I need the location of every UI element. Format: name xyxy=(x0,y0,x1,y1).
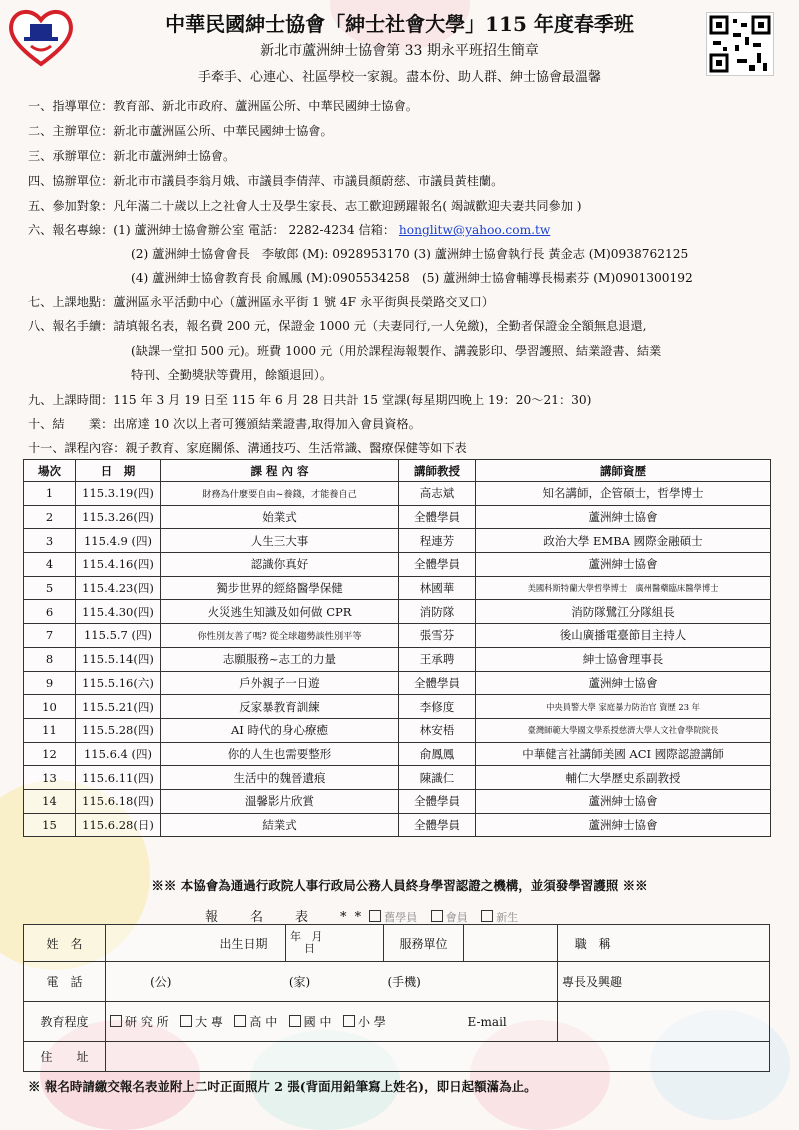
edu-graduate: 研 究 所 xyxy=(125,1015,169,1029)
cell-credentials: 紳士協會理事長 xyxy=(476,647,771,671)
cell-session: 1 xyxy=(24,482,76,506)
cell-content: AI 時代的身心療癒 xyxy=(161,718,399,742)
cell-date: 115.4.30(四) xyxy=(76,600,161,624)
cell-credentials: 消防隊鷺江分隊組長 xyxy=(476,600,771,624)
cell-credentials: 蘆洲紳士協會 xyxy=(476,789,771,813)
birth-field[interactable] xyxy=(286,925,384,962)
header-credentials: 講師資歷 xyxy=(476,460,771,482)
cell-session: 11 xyxy=(24,718,76,742)
edu-junior-high: 國 中 xyxy=(303,1015,332,1029)
table-row xyxy=(24,553,771,577)
cell-lecturer: 全體學員 xyxy=(399,813,476,837)
table-row xyxy=(24,766,771,790)
checkbox-elementary[interactable] xyxy=(343,1015,355,1027)
slogan: 手牽手、心連心、社區學校一家親。盡本份、助人群、紳士協會最溫馨 xyxy=(197,70,601,85)
table-row xyxy=(24,576,771,600)
cell-lecturer: 李修度 xyxy=(399,695,476,719)
info-location: 七、上課地點：蘆洲區永平活動中心（蘆洲區永平街 1 號 4F 永平街與長榮路交叉口） xyxy=(28,295,495,309)
checkbox-new-student[interactable] xyxy=(481,910,493,922)
cell-lecturer: 張雪芬 xyxy=(399,624,476,648)
checkbox-old-student[interactable] xyxy=(369,910,381,922)
cell-session: 4 xyxy=(24,553,76,577)
address-field[interactable] xyxy=(106,1042,770,1072)
cell-credentials: 後山廣播電臺節目主持人 xyxy=(476,624,771,648)
label-address: 住 址 xyxy=(24,1042,106,1072)
cell-session: 7 xyxy=(24,624,76,648)
info-procedure-2: (缺課一堂扣 500 元)。班費 1000 元（用於課程海報製作、講義影印、學習護照、結業證書、結業 xyxy=(131,344,662,358)
info-courses: 十一、課程內容：親子教育、家庭關係、溝通技巧、生活常識、醫療保健等如下表 xyxy=(28,441,467,455)
cell-session: 9 xyxy=(24,671,76,695)
cell-content: 戶外親子一日遊 xyxy=(161,671,399,695)
cell-lecturer: 俞鳳鳳 xyxy=(399,742,476,766)
form-heading xyxy=(205,906,518,925)
contact-education: (4) 蘆洲紳士協會教育長 俞鳳鳳 (M):0905534258 (5) 蘆洲紳士協會輔導長楊素芬 (M)0901300192 xyxy=(131,271,693,285)
cell-credentials: 蘆洲紳士協會 xyxy=(476,671,771,695)
cell-date: 115.5.21(四) xyxy=(76,695,161,719)
cell-content: 你的人生也需要整形 xyxy=(161,742,399,766)
label-phone: 電 話 xyxy=(24,962,106,1002)
cell-lecturer: 陳識仁 xyxy=(399,766,476,790)
info-procedure: 八、報名手續：請填報名表，報名費 200 元，保證金 1000 元（夫妻同行,一人免繳)，全勤者保證金全額無息退還, xyxy=(28,319,647,333)
label-day: 日 xyxy=(304,942,315,955)
job-title-field[interactable] xyxy=(628,925,770,962)
phone-mobile-field[interactable]: (手機) xyxy=(384,962,558,1002)
cell-date: 115.4.23(四) xyxy=(76,576,161,600)
table-row xyxy=(24,742,771,766)
cell-date: 115.5.14(四) xyxy=(76,647,161,671)
cell-session: 5 xyxy=(24,576,76,600)
cell-content: 溫馨影片欣賞 xyxy=(161,789,399,813)
cell-credentials: 蘆洲紳士協會 xyxy=(476,553,771,577)
table-row xyxy=(24,671,771,695)
table-row xyxy=(24,624,771,648)
cell-date: 115.5.7 (四) xyxy=(76,624,161,648)
cell-lecturer: 全體學員 xyxy=(399,671,476,695)
cell-credentials: 中央員警大學 家庭暴力防治官 資歷 23 年 xyxy=(476,695,771,719)
page-title: 中華民國紳士協會「紳士社會大學」115 年度春季班 xyxy=(165,12,634,36)
info-organizer: 二、主辦單位：新北市蘆洲區公所、中華民國紳士協會。 xyxy=(28,124,333,138)
table-row xyxy=(24,718,771,742)
cell-content: 獨步世界的經絡醫學保健 xyxy=(161,576,399,600)
cell-date: 115.6.28(日) xyxy=(76,813,161,837)
table-row xyxy=(24,505,771,529)
cell-content: 生活中的魏晉遺痕 xyxy=(161,766,399,790)
phone-home-field[interactable]: (家) xyxy=(216,962,384,1002)
table-row xyxy=(24,789,771,813)
cell-session: 6 xyxy=(24,600,76,624)
cell-content: 你性別友善了嗎? 從全球趨勢談性別平等 xyxy=(161,624,399,648)
label-member: 會員 xyxy=(445,911,468,924)
info-time: 九、上課時間：115 年 3 月 19 日至 115 年 6 月 28 日共計 15 堂課(每星期四晚上 19：20～21：30) xyxy=(28,393,592,407)
course-schedule-table xyxy=(23,459,771,837)
info-audience: 五、參加對象：凡年滿二十歲以上之社會人士及學生家長、志工歡迎踴躍報名( 竭誠歡迎夫妻共同參加 ) xyxy=(28,199,582,213)
cell-lecturer: 全體學員 xyxy=(399,789,476,813)
cell-content: 志願服務~志工的力量 xyxy=(161,647,399,671)
cell-content: 認識你真好 xyxy=(161,553,399,577)
cell-credentials: 知名講師，企管碩士，哲學博士 xyxy=(476,482,771,506)
label-email: E-mail xyxy=(464,1002,558,1042)
cell-session: 2 xyxy=(24,505,76,529)
form-title: 報 名 表 * * xyxy=(205,910,364,925)
footer-note: ※ 報名時請繳交報名表並附上二吋正面照片 2 張(背面用鉛筆寫上姓名)，即日起額滿為止。 xyxy=(28,1079,537,1094)
contact-office: 六、報名專線：(1) 蘆洲紳士協會辦公室 電話： 2282-4234 信箱： xyxy=(28,223,396,237)
header-date: 日 期 xyxy=(76,460,161,482)
cell-content: 人生三大事 xyxy=(161,529,399,553)
checkbox-member[interactable] xyxy=(431,910,443,922)
info-graduation: 十、結 業：出席達 10 次以上者可獲頒結業證書,取得加入會員資格。 xyxy=(28,417,421,431)
label-new-student: 新生 xyxy=(496,911,519,924)
cell-credentials: 輔仁大學歷史系副教授 xyxy=(476,766,771,790)
cell-credentials: 臺灣師範大學國文學系授慈濟大學人文社會學院院長 xyxy=(476,718,771,742)
label-month: 月 xyxy=(311,930,323,943)
info-executor: 三、承辦單位：新北市蘆洲紳士協會。 xyxy=(28,149,236,163)
email-link[interactable]: honglitw@yahoo.com.tw xyxy=(398,223,551,237)
cell-credentials: 美國科斯特蘭大學哲學博士 廣州醫藥臨床醫學博士 xyxy=(476,576,771,600)
table-row xyxy=(24,600,771,624)
checkbox-junior-high[interactable] xyxy=(289,1015,301,1027)
header-content: 課 程 內 容 xyxy=(161,460,399,482)
cell-content: 反家暴教育訓練 xyxy=(161,695,399,719)
registration-form xyxy=(23,924,770,1072)
checkbox-college[interactable] xyxy=(180,1015,192,1027)
cell-session: 12 xyxy=(24,742,76,766)
cell-date: 115.6.11(四) xyxy=(76,766,161,790)
cell-content: 結業式 xyxy=(161,813,399,837)
label-skills: 專長及興趣 xyxy=(558,962,770,1002)
cell-date: 115.5.28(四) xyxy=(76,718,161,742)
cell-session: 8 xyxy=(24,647,76,671)
contact-president: (2) 蘆洲紳士協會會長 李敏郎 (M): 0928953170 (3) 蘆洲紳士協會執行長 黃金志 (M)0938762125 xyxy=(131,247,689,261)
cell-session: 13 xyxy=(24,766,76,790)
name-field[interactable] xyxy=(106,925,216,962)
cell-lecturer: 消防隊 xyxy=(399,600,476,624)
cell-date: 115.4.16(四) xyxy=(76,553,161,577)
label-job-title: 職 稱 xyxy=(558,925,628,962)
email-field[interactable] xyxy=(558,1002,770,1042)
cell-date: 115.6.18(四) xyxy=(76,789,161,813)
label-birth: 出生日期 xyxy=(216,925,286,962)
table-row xyxy=(24,695,771,719)
page-subtitle: 新北市蘆洲紳士協會第 33 期永平班招生簡章 xyxy=(260,43,539,59)
header-lecturer: 講師教授 xyxy=(399,460,476,482)
cell-lecturer: 林國華 xyxy=(399,576,476,600)
label-work: 服務單位 xyxy=(384,925,464,962)
info-supervisor: 一、指導單位：教育部、新北市政府、蘆洲區公所、中華民國紳士協會。 xyxy=(28,99,418,113)
edu-college: 大 專 xyxy=(195,1015,223,1029)
cell-date: 115.3.19(四) xyxy=(76,482,161,506)
label-year: 年 xyxy=(290,930,301,943)
education-options xyxy=(106,1002,464,1042)
checkbox-graduate[interactable] xyxy=(110,1015,122,1027)
table-row xyxy=(24,482,771,506)
cell-credentials: 政治大學 EMBA 國際金融碩士 xyxy=(476,529,771,553)
cell-session: 14 xyxy=(24,789,76,813)
label-name: 姓 名 xyxy=(24,925,106,962)
cell-lecturer: 程連芳 xyxy=(399,529,476,553)
info-procedure-3: 特刊、全勤獎狀等費用，餘額退回）。 xyxy=(131,368,333,382)
certification-note: ※※ 本協會為通過行政院人事行政局公務人員終身學習認證之機構，並須發學習護照 ※※ xyxy=(151,878,648,893)
info-co-organizer: 四、協辦單位：新北市市議員李翁月娥、市議員李倩萍、市議員顏蔚慈、市議員黃桂蘭。 xyxy=(28,174,504,188)
label-education: 教育程度 xyxy=(24,1002,106,1042)
work-field[interactable] xyxy=(464,925,558,962)
cell-lecturer: 高志斌 xyxy=(399,482,476,506)
cell-date: 115.4.9 (四) xyxy=(76,529,161,553)
cell-credentials: 中華健言社講師美國 ACI 國際認證講師 xyxy=(476,742,771,766)
edu-high-school: 高 中 xyxy=(249,1015,278,1029)
info-contact xyxy=(28,222,550,238)
cell-content: 火災逃生知識及如何做 CPR xyxy=(161,600,399,624)
cell-date: 115.5.16(六) xyxy=(76,671,161,695)
table-row xyxy=(24,647,771,671)
cell-credentials: 蘆洲紳士協會 xyxy=(476,813,771,837)
label-old-student: 舊學員 xyxy=(384,911,418,924)
cell-session: 3 xyxy=(24,529,76,553)
cell-lecturer: 全體學員 xyxy=(399,553,476,577)
cell-lecturer: 全體學員 xyxy=(399,505,476,529)
edu-elementary: 小 學 xyxy=(357,1015,386,1029)
cell-date: 115.6.4 (四) xyxy=(76,742,161,766)
cell-session: 10 xyxy=(24,695,76,719)
cell-session: 15 xyxy=(24,813,76,837)
header-session: 場次 xyxy=(24,460,76,482)
cell-content: 始業式 xyxy=(161,505,399,529)
phone-office-field[interactable]: (公) xyxy=(106,962,216,1002)
cell-lecturer: 林安梧 xyxy=(399,718,476,742)
table-row xyxy=(24,529,771,553)
table-row xyxy=(24,813,771,837)
cell-lecturer: 王承聘 xyxy=(399,647,476,671)
cell-credentials: 蘆洲紳士協會 xyxy=(476,505,771,529)
checkbox-high-school[interactable] xyxy=(234,1015,246,1027)
table-header-row xyxy=(24,460,771,482)
cell-date: 115.3.26(四) xyxy=(76,505,161,529)
cell-content: 財務為什麼要自由~養錢，才能養自己 xyxy=(161,482,399,506)
